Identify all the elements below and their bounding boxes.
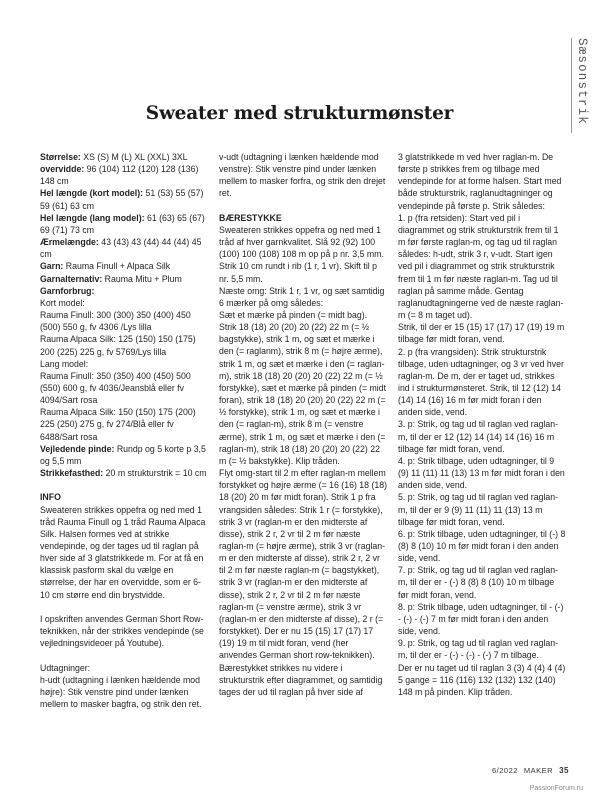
yarn-line: Kort model: (40, 297, 85, 308)
info-heading: INFO (40, 492, 61, 503)
page-footer (492, 766, 569, 775)
spec-line: Ærmelængde: 43 (43) 43 (44) 44 (44) 45 cm (40, 237, 202, 260)
paragraph: 6. p: Strik tilbage, uden udtagninger, til (-) 8 (8) 8 (10) 10 m før midt foran i den anden side, vend. (398, 528, 566, 564)
baerestykke-heading: BÆRESTYKKE (219, 212, 282, 223)
paragraph: Strik 10 cm rundt i rib (1 r, 1 vr). Skift til p nr. 5,5 mm. (219, 261, 378, 284)
paragraph: Sweateren strikkes oppefra og ned med 1 tråd af hver garnkvalitet. Slå 92 (92) 100 (100) 100 (108) 108 m op på p nr. 3,5 mm. (219, 224, 384, 260)
paragraph: 1. p (fra retsiden): Start ved pil i diagrammet og strik strukturstrik frem til 1 m før første raglan-m, og tag ud til raglan således: h-udt, strik 3 r, v-udt. Start igen ved pil i diagrammet og strik strukturstrik frem til 1 m før næste raglan-m. Tag ud til raglan på samme måde. Gentag raglanudtagningerne ved de næste raglan-m (= 8 m taget ud). (398, 212, 564, 321)
yarn-line: Rauma Finull: 350 (350) 400 (450) 500 (550) 600 g, fv 4036/Jeansblå eller fv 4094/Sart rosa (40, 370, 191, 406)
paragraph: Sweateren strikkes oppefra og ned med 1 tråd Rauma Finull og 1 tråd Rauma Alpaca Silk. Halsen formes ved at strikke vendepinde, og der tages ud til raglan på hver side af 3 glatstrikkede m. For at få en klassisk pasform skal du vælge en størrelse, der har en overvidde, som er 6-10 cm større end din brystvidde. (40, 504, 206, 600)
column-1 (40, 151, 208, 722)
yarn-line: Rauma Finull: 300 (300) 350 (400) 450 (500) 550 g, fv 4306 /Lys lilla (40, 310, 191, 333)
paragraph: I opskriften anvendes German Short Row-teknikken, når der strikkes vendepinde (se vejledningsvideoer på Youtube). (40, 613, 204, 649)
paragraph: 5. p: Strik, og tag ud til raglan ved raglan-m, til der er 9 (9) 11 (11) 11 (13) 13 m tilbage før midt foran, vend. (398, 492, 559, 527)
paragraph: v-udt (udtagning i lænken hældende mod venstre): Stik venstre pind under lænken mellem to masker forfra, og strik den drejet ret. (219, 152, 386, 199)
paragraph: Flyt omg-start til 2 m efter raglan-m mellem forstykket og højre ærme (= 16 (16) 18 (18) 18 (20) 20 m før midt foran). Strik 1 p fra vrangsiden således: Strik 1 r (= forstykke), strik 3 vr (raglan-m er den midterste af disse), strik 2 r, 2 vr til 2 m før næste raglan-m (= højre ærme), strik 3 vr (raglan-m er den midterste af disse), strik 2 r, 2 vr til 2 m før næste raglan-m (= bagstykket), strik 3 vr (raglan-m er den midterste af disse), strik 2 r, 2 vr til 2 m før næste raglan-m (= venstre ærme), strik 3 vr (raglan-m er den midterste af disse), 2 r (= forstykket). Der er nu 15 (15) 17 (17) 17 (19) 19 m til midt foran, vend (her anvendes German short row-teknikken). Bærestykket strikkes nu videre i strukturstrik efter diagrammet, og samtidig tages der ud til raglan på hver side af (219, 468, 388, 697)
spec-line: overvidde: 96 (104) 112 (120) 128 (136) 148 cm (40, 164, 199, 187)
magazine-name: MAKER (523, 766, 554, 775)
spec-line: Hel længde (lang model): 61 (63) 65 (67) 69 (71) 73 cm (40, 212, 205, 235)
specs-block (40, 151, 208, 479)
paragraph: 7. p: Strik, og tag ud til raglan ved raglan-m, til der er - (-) 8 (8) 8 (10) 10 m tilbage før midt foran, vend. (398, 565, 559, 600)
paragraph: Strik, til der er 15 (15) 17 (17) 17 (19) 19 m tilbage før midt foran, vend. (398, 322, 565, 345)
spec-line: Hel længde (kort model): 51 (53) 55 (57) 59 (61) 63 cm (40, 188, 204, 211)
column-3 (398, 151, 566, 698)
paragraph: Sæt et mærke på pinden (= midt bag). Strik 18 (18) 20 (20) 20 (22) 22 m (= ½ bagstykke), strik 1 m, og sæt et mærke i den (= raglanm), strik 8 m (= højre ærme), strik 1 m, og sæt et mærke i den (= raglan-m), strik 18 (18) 20 (20) 20 (22) 22 m (= ½ forstykke), sæt et mærke på pinden (= midt foran), strik 18 (18) 20 (20) 20 (22) 22 m (= ½ forstykke), strik 1 m, og sæt et mærke i den (= raglan-m), strik 8 m (= venstre ærme), strik 1 m, og sæt et mærke i den (= raglan-m), strik 18 (18) 20 (20) 20 (22) 22 m (= ½ bakstykke). Klip tråden. (219, 310, 387, 466)
spec-line: Størrelse: XS (S) M (L) XL (XXL) 3XL (40, 152, 188, 162)
section-tab: Sæsonstrik (575, 38, 589, 126)
paragraph: 3. p: Strik, og tag ud til raglan ved raglan-m, til der er 12 (12) 14 (14) 14 (16) 16 m tilbage før midt foran, vend. (398, 419, 559, 454)
spec-line: Garn: Rauma Finull + Alpaca Silk (40, 261, 171, 272)
yarn-line: Rauma Alpaca Silk: 150 (150) 175 (200) 225 (250) 275 g, fv 274/Blå eller fv 6488/Sart rosa (40, 407, 196, 442)
paragraph: 4. p: Strik tilbage, uden udtagninger, til 9 (9) 11 (11) 11 (13) 13 m før midt foran i den anden side, vend. (398, 455, 565, 491)
paragraph: Udtagninger: h-udt (udtagning i lænken hældende mod højre): Stik venstre pind under lænken mellem to masker bagfra, og strik den ret. (40, 662, 202, 709)
page-title: Sweater med strukturmønster (145, 103, 454, 124)
yarn-line: Lang model: (40, 358, 89, 369)
paragraph: 3 glatstrikkede m ved hver raglan-m. De første p strikkes frem og tilbage med vendepinde for at forme halsen. Start med både strukturstrik, raglanudtagninger og vendepinde på første p. Strik således: (398, 152, 562, 211)
issue-number: 6/2022 (491, 766, 518, 775)
page-number: 35 (559, 766, 569, 775)
paragraph: 9. p: Strik, og tag ud til raglan ved raglan-m, til der er - (-) - (-) - (-) 7 m tilbage. (398, 638, 559, 661)
spec-line: Strikkefasthed: 20 m strukturstrik = 10 cm (40, 468, 207, 479)
spec-line: Garnforbrug: (40, 285, 95, 296)
paragraph: Der er nu taget ud til raglan 3 (3) 4 (4) 4 (4) 5 gange = 116 (116) 132 (132) 132 (140) 148 m på pinden. Klip tråden. (398, 662, 566, 697)
paragraph: 2. p (fra vrangsiden): Strik strukturstrik tilbage, uden udtagninger, og 3 vr ved hver raglan-m. De m, der er taget ud, strikkes ind i strukturmønsteret. Strik, til 12 (12) 14 (14) 14 (16) 16 m før midt foran i den anden side, vend. (398, 346, 564, 418)
paragraph: 8. p: Strik tilbage, uden udtagninger, til - (-) - (-) - (-) 7 m før midt foran i den anden side, vend. (398, 601, 564, 637)
yarn-line: Rauma Alpaca Silk: 125 (150) 150 (175) 200 (225) 225 g, fv 5769/Lys lilla (40, 334, 196, 357)
column-2 (219, 151, 387, 698)
spec-line: Vejledende pinde: Rundp og 5 korte p 3,5 og 5,5 mm (40, 443, 206, 466)
watermark: PassionForum.ru (529, 785, 583, 792)
paragraph: Næste omg: Strik 1 r, 1 vr, og sæt samtidig 6 mærker på omg således: (219, 285, 385, 308)
spec-line: Garnalternativ: Rauma Mitu + Plum (40, 273, 182, 284)
